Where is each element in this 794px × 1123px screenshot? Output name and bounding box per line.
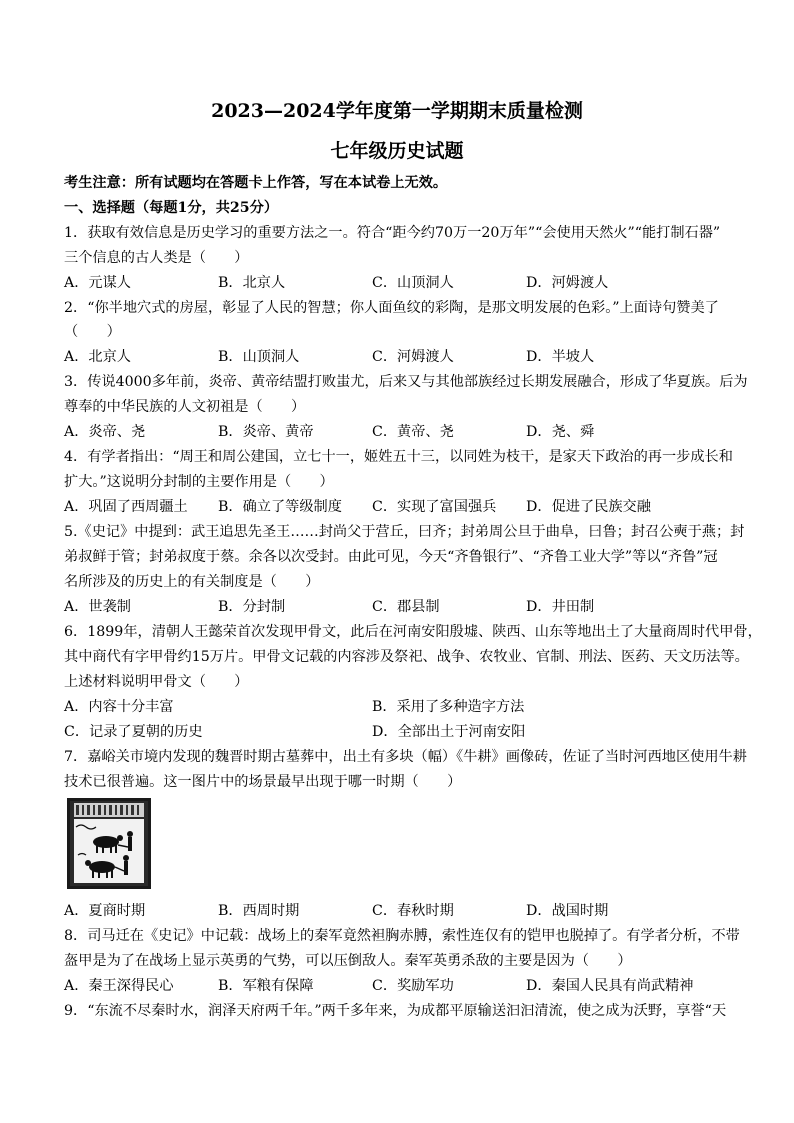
exam-title: 2023—2024学年度第一学期期末质量检测	[211, 100, 583, 122]
q5-line-3: 名所涉及的历史上的有关制度是（ ）	[64, 574, 320, 590]
q5-option-b: B．分封制	[218, 599, 286, 615]
q7-option-c: C．春秋时期	[372, 903, 454, 919]
q1-option-a: A．元谋人	[64, 275, 131, 291]
ox-plowing-brick-image	[66, 797, 152, 890]
q8-option-b: B．军粮有保障	[218, 978, 314, 994]
q5-option-a: A．世袭制	[64, 599, 131, 615]
q3-option-d: D．尧、舜	[526, 424, 595, 440]
q3-line-2: 尊奉的中华民族的人文初祖是（ ）	[64, 399, 306, 415]
q6-line-1: 6．1899年，清朝人王懿荣首次发现甲骨文，此后在河南安阳殷墟、陕西、山东等地出土了大量商周时代甲骨，	[64, 624, 762, 640]
q6-option-c: C．记录了夏朝的历史	[64, 724, 203, 740]
notice: 考生注意：所有试题均在答题卡上作答，写在本试卷上无效。	[64, 175, 448, 191]
q7-option-a: A．夏商时期	[64, 903, 146, 919]
q4-option-a: A．巩固了西周疆土	[64, 499, 188, 515]
q8-line-1: 8．司马迁在《史记》中记载：战场上的秦军竟然袒胸赤膊，索性连仅有的铠甲也脱掉了。有学者分析，不带	[64, 928, 740, 944]
q2-line-1: 2．“你半地穴式的房屋，彰显了人民的智慧；你人面鱼纹的彩陶，是那文明发展的色彩。”上面诗句赞美了	[64, 300, 719, 316]
q3-option-b: B．炎帝、黄帝	[218, 424, 314, 440]
q9-line-1: 9．“东流不尽秦时水，润泽天府两千年。”两千多年来，为成都平原输送汩汩清流，使之成为沃野，享誉“天	[64, 1003, 727, 1019]
q7-line-1: 7．嘉峪关市境内发现的魏晋时期古墓葬中，出土有多块（幅）《牛耕》画像砖，佐证了当时河西地区使用牛耕	[64, 749, 747, 765]
q5-option-d: D．井田制	[526, 599, 595, 615]
q8-option-d: D．秦国人民具有尚武精神	[526, 978, 694, 994]
q7-line-2: 技术已很普遍。这一图片中的场景最早出现于哪一时期（ ）	[64, 774, 462, 790]
exam-subtitle: 七年级历史试题	[330, 140, 464, 162]
q4-line-1: 4．有学者指出：“周王和周公建国，立七十一，姬姓五十三，以同姓为枝干，是家天下政治的再一步成长和	[64, 449, 733, 465]
q7-option-d: D．战国时期	[526, 903, 609, 919]
q1-option-b: B．北京人	[218, 275, 286, 291]
q8-option-a: A．秦王深得民心	[64, 978, 174, 994]
q8-line-2: 盔甲是为了在战场上显示英勇的气势，可以压倒敌人。秦军英勇杀敌的主要是因为（ ）	[64, 953, 632, 969]
q6-line-3: 上述材料说明甲骨文（ ）	[64, 674, 249, 690]
q4-option-c: C．实现了富国强兵	[372, 499, 497, 515]
q2-option-b: B．山顶洞人	[218, 349, 300, 365]
q3-option-a: A．炎帝、尧	[64, 424, 146, 440]
q3-option-c: C．黄帝、尧	[372, 424, 454, 440]
q8-option-c: C．奖励军功	[372, 978, 454, 994]
q4-line-2: 扩大。”这说明分封制的主要作用是（ ）	[64, 474, 334, 490]
q3-line-1: 3．传说4000多年前，炎帝、黄帝结盟打败蚩尤，后来又与其他部族经过长期发展融合，形成了华夏族。后为	[64, 374, 748, 390]
q4-option-b: B．确立了等级制度	[218, 499, 342, 515]
q7-option-b: B．西周时期	[218, 903, 300, 919]
q6-line-2: 其中商代有字甲骨约15万片。甲骨文记载的内容涉及祭祀、战争、农牧业、官制、刑法、医药、天文历法等。	[64, 649, 749, 665]
q1-option-c: C．山顶洞人	[372, 275, 454, 291]
q1-option-d: D．河姆渡人	[526, 275, 609, 291]
q2-option-a: A．北京人	[64, 349, 131, 365]
q5-line-2: 弟叔鲜于管；封弟叔度于蔡。余各以次受封。由此可见，今天“齐鲁银行”、“齐鲁工业大学”等以“齐鲁”冠	[64, 549, 718, 565]
q6-option-d: D．全部出土于河南安阳	[372, 724, 526, 740]
q2-line-2: （ ）	[64, 324, 121, 340]
q1-line-2: 三个信息的古人类是（ ）	[64, 250, 249, 266]
q5-option-c: C．郡县制	[372, 599, 440, 615]
section-heading: 一、选择题（每题1分，共25分）	[64, 200, 279, 216]
q6-option-b: B．采用了多种造字方法	[372, 699, 525, 715]
q5-line-1: 5.《史记》中提到：武王追思先圣王……封尚父于营丘，曰齐；封弟周公旦于曲阜，曰鲁；封召公奭于燕；封	[64, 524, 745, 540]
q2-option-c: C．河姆渡人	[372, 349, 454, 365]
q2-option-d: D．半坡人	[526, 349, 595, 365]
q6-option-a: A．内容十分丰富	[64, 699, 174, 715]
q4-option-d: D．促进了民族交融	[526, 499, 651, 515]
q1-line-1: 1．获取有效信息是历史学习的重要方法之一。符合“距今约70万一20万年”“会使用天然火”“能打制石器”	[64, 225, 721, 241]
